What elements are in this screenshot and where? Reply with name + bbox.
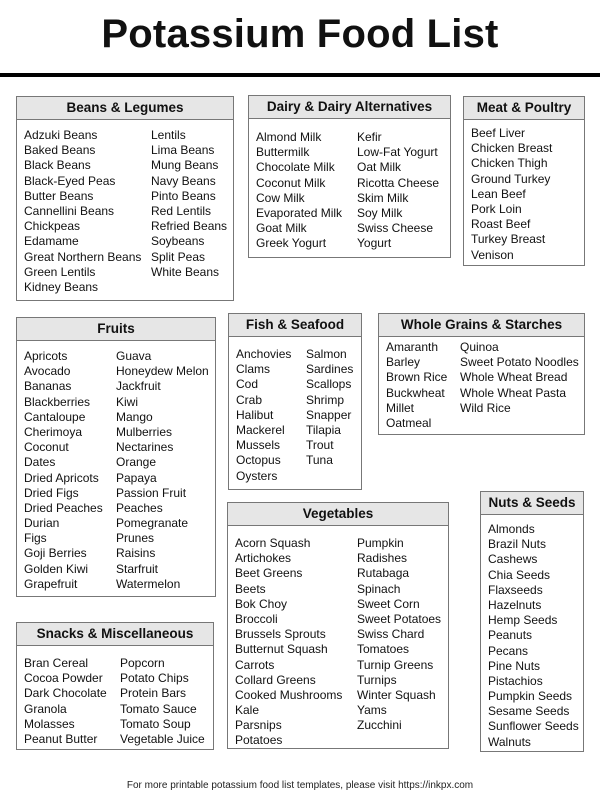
- food-item: Bok Choy: [235, 596, 288, 611]
- food-item: Dried Peaches: [24, 500, 103, 515]
- food-item: Bananas: [24, 379, 72, 394]
- food-item: Lentils: [151, 128, 186, 142]
- food-item: Walnuts: [488, 734, 531, 749]
- food-item: Acorn Squash: [235, 536, 311, 550]
- food-item: Tomatoes: [357, 642, 410, 657]
- food-item: Clams: [236, 362, 271, 377]
- food-item: Soybeans: [151, 234, 205, 249]
- food-item: Beef Liver: [471, 126, 526, 140]
- food-item: Black Beans: [24, 158, 91, 173]
- food-item: Pomegranate: [116, 516, 189, 531]
- food-item: Shrimp: [306, 392, 345, 407]
- food-item: Mackerel: [236, 422, 285, 437]
- food-item: Tomato Soup: [120, 716, 191, 731]
- food-item: Honeydew Melon: [116, 364, 209, 379]
- food-item: Golden Kiwi: [24, 561, 89, 576]
- food-item: Almond Milk: [256, 130, 322, 144]
- food-item: Whole Wheat Pasta: [460, 385, 567, 400]
- food-item: Blackberries: [24, 394, 91, 409]
- page-title: Potassium Food List: [101, 12, 499, 56]
- section-whole-grains: [378, 313, 585, 435]
- food-item: Refried Beans: [151, 219, 228, 234]
- food-item: Dried Apricots: [24, 470, 99, 485]
- food-item: Low-Fat Yogurt: [357, 145, 438, 160]
- food-item: Dried Figs: [24, 485, 79, 500]
- food-item: Starfruit: [116, 561, 159, 576]
- food-item: Halibut: [236, 407, 274, 422]
- food-item: Raisins: [116, 546, 156, 561]
- food-item: Pecans: [488, 643, 529, 658]
- section-title: Fish & Seafood: [229, 314, 361, 337]
- food-item: Pumpkin: [357, 536, 404, 550]
- food-item: White Beans: [151, 264, 220, 279]
- food-item: Flaxseeds: [488, 582, 543, 597]
- food-item: Ricotta Cheese: [357, 175, 440, 190]
- food-item: Turkey Breast: [471, 232, 546, 247]
- food-item: Sweet Corn: [357, 596, 420, 611]
- item-column: [471, 126, 552, 261]
- food-item: Hazelnuts: [488, 597, 542, 612]
- item-column: [357, 536, 441, 744]
- item-column: [488, 522, 579, 747]
- food-item: Lima Beans: [151, 143, 215, 158]
- item-column: [24, 128, 151, 296]
- food-item: Great Northern Beans: [24, 249, 142, 264]
- food-item: Chia Seeds: [488, 567, 551, 582]
- food-item: Passion Fruit: [116, 485, 187, 500]
- item-column: [151, 128, 227, 296]
- food-item: Green Lentils: [24, 264, 96, 279]
- food-item: Vegetable Juice: [120, 731, 205, 746]
- food-item: Almonds: [488, 522, 535, 536]
- section-fruits: [16, 317, 216, 597]
- food-item: Wild Rice: [460, 400, 511, 415]
- food-item: Scallops: [306, 377, 352, 392]
- food-item: Crab: [236, 392, 263, 407]
- food-item: Apricots: [24, 349, 68, 363]
- food-item: Chicken Thigh: [471, 156, 548, 171]
- food-item: Artichokes: [235, 551, 292, 566]
- food-item: Tilapia: [306, 422, 341, 437]
- footer-note: For more printable potassium food list templates, please visit https://inkpx.com: [126, 780, 474, 791]
- item-column: [24, 656, 120, 745]
- food-item: Anchovies: [236, 347, 292, 361]
- food-item: Sunflower Seeds: [488, 719, 579, 734]
- section-title: Nuts & Seeds: [481, 492, 583, 515]
- food-item: Millet: [386, 400, 415, 415]
- food-item: Swiss Cheese: [357, 221, 434, 236]
- food-item: Collard Greens: [235, 672, 316, 687]
- section-dairy: [248, 95, 451, 258]
- food-item: Oysters: [236, 468, 278, 483]
- food-item: Spinach: [357, 581, 401, 596]
- food-item: Venison: [471, 247, 514, 262]
- food-item: Hemp Seeds: [488, 613, 558, 628]
- food-item: Zucchini: [357, 718, 402, 733]
- food-item: Coconut: [24, 440, 69, 455]
- food-item: Evaporated Milk: [256, 205, 343, 220]
- food-item: Jackfruit: [116, 379, 161, 394]
- food-item: Broccoli: [235, 611, 278, 626]
- food-item: Brown Rice: [386, 370, 448, 385]
- food-item: Kale: [235, 703, 260, 718]
- food-item: Ground Turkey: [471, 171, 551, 186]
- food-item: Cherimoya: [24, 424, 83, 439]
- food-item: Brussels Sprouts: [235, 627, 326, 642]
- item-column: [357, 130, 439, 253]
- food-item: Mussels: [236, 438, 281, 453]
- food-item: Durian: [24, 516, 60, 531]
- section-title: Vegetables: [228, 503, 448, 526]
- food-item: Dark Chocolate: [24, 686, 107, 701]
- food-item: Cod: [236, 377, 259, 392]
- food-item: Figs: [24, 531, 47, 546]
- food-item: Chocolate Milk: [256, 160, 335, 175]
- food-item: Goji Berries: [24, 546, 87, 561]
- food-item: Butter Beans: [24, 188, 94, 203]
- food-item: Trout: [306, 438, 334, 453]
- food-item: Peaches: [116, 500, 163, 515]
- item-column: [256, 130, 357, 253]
- food-item: Goat Milk: [256, 221, 307, 236]
- food-item: Turnips: [357, 672, 397, 687]
- food-item: Split Peas: [151, 249, 206, 264]
- food-item: Kidney Beans: [24, 279, 99, 294]
- food-item: Yogurt: [357, 236, 392, 251]
- food-item: Peanuts: [488, 628, 533, 643]
- food-item: Chickpeas: [24, 219, 81, 234]
- food-item: Red Lentils: [151, 203, 212, 218]
- food-item: Prunes: [116, 531, 155, 546]
- section-vegetables: [227, 502, 449, 749]
- food-item: Edamame: [24, 234, 79, 249]
- food-item: Guava: [116, 349, 152, 363]
- food-item: Octopus: [236, 453, 281, 468]
- food-item: Winter Squash: [357, 687, 436, 702]
- food-item: Turnip Greens: [357, 657, 434, 672]
- food-item: Radishes: [357, 551, 408, 566]
- section-beans-legumes: [16, 96, 234, 301]
- item-column: [386, 340, 460, 430]
- food-item: Molasses: [24, 716, 75, 731]
- section-meat-poultry: [463, 96, 585, 266]
- food-item: Popcorn: [120, 656, 165, 670]
- food-item: Yams: [357, 703, 387, 718]
- food-item: Carrots: [235, 657, 275, 672]
- food-item: Salmon: [306, 347, 347, 361]
- food-item: Sesame Seeds: [488, 704, 570, 719]
- food-item: Protein Bars: [120, 686, 187, 701]
- food-item: Snapper: [306, 407, 352, 422]
- food-item: Pork Loin: [471, 201, 522, 216]
- section-title: Snacks & Miscellaneous: [17, 623, 213, 646]
- item-column: [116, 349, 209, 592]
- food-item: Rutabaga: [357, 566, 410, 581]
- food-item: Cooked Mushrooms: [235, 687, 343, 702]
- section-title: Whole Grains & Starches: [379, 314, 584, 337]
- food-item: Pine Nuts: [488, 658, 541, 673]
- food-item: Kiwi: [116, 394, 139, 409]
- food-item: Tomato Sauce: [120, 701, 197, 716]
- food-item: Coconut Milk: [256, 175, 326, 190]
- food-item: Orange: [116, 455, 157, 470]
- food-item: Sweet Potato Noodles: [460, 355, 579, 370]
- food-item: Cannellini Beans: [24, 203, 115, 218]
- item-column: [236, 347, 306, 485]
- food-item: Potatoes: [235, 733, 283, 748]
- food-item: Amaranth: [386, 340, 439, 354]
- section-nuts-seeds: [480, 491, 584, 752]
- food-item: Watermelon: [116, 576, 181, 591]
- food-item: Cow Milk: [256, 190, 305, 205]
- food-item: Avocado: [24, 364, 71, 379]
- food-item: Pistachios: [488, 673, 543, 688]
- food-item: Beet Greens: [235, 566, 303, 581]
- food-item: Pinto Beans: [151, 188, 216, 203]
- food-item: Sardines: [306, 362, 354, 377]
- food-item: Soy Milk: [357, 205, 403, 220]
- food-item: Pumpkin Seeds: [488, 689, 573, 704]
- food-item: Navy Beans: [151, 173, 216, 188]
- title-divider: [0, 73, 600, 77]
- food-item: Butternut Squash: [235, 642, 328, 657]
- food-item: Adzuki Beans: [24, 128, 98, 142]
- item-column: [460, 340, 579, 430]
- food-item: Baked Beans: [24, 143, 96, 158]
- section-title: Meat & Poultry: [464, 97, 584, 120]
- item-column: [306, 347, 353, 485]
- food-item: Tuna: [306, 453, 333, 468]
- food-item: Swiss Chard: [357, 627, 425, 642]
- food-item: Barley: [386, 355, 421, 370]
- section-snacks-misc: [16, 622, 214, 750]
- food-item: Cashews: [488, 552, 538, 567]
- food-item: Lean Beef: [471, 186, 526, 201]
- food-item: Whole Wheat Bread: [460, 370, 568, 385]
- food-item: Nectarines: [116, 440, 174, 455]
- section-title: Beans & Legumes: [17, 97, 233, 120]
- food-item: Beets: [235, 581, 266, 596]
- section-title: Fruits: [17, 318, 215, 341]
- item-column: [24, 349, 116, 592]
- section-title: Dairy & Dairy Alternatives: [249, 96, 450, 119]
- food-item: Greek Yogurt: [256, 236, 327, 251]
- food-item: Papaya: [116, 470, 157, 485]
- food-item: Potato Chips: [120, 671, 189, 686]
- food-item: Brazil Nuts: [488, 537, 547, 552]
- food-item: Cantaloupe: [24, 409, 86, 424]
- food-item: Kefir: [357, 130, 382, 144]
- food-item: Buttermilk: [256, 145, 310, 160]
- food-item: Peanut Butter: [24, 731, 98, 746]
- item-column: [120, 656, 205, 745]
- food-item: Oatmeal: [386, 415, 432, 430]
- food-item: Oat Milk: [357, 160, 402, 175]
- food-item: Roast Beef: [471, 217, 531, 232]
- food-item: Mango: [116, 409, 153, 424]
- food-item: Buckwheat: [386, 385, 445, 400]
- food-item: Grapefruit: [24, 576, 78, 591]
- food-item: Parsnips: [235, 718, 282, 733]
- food-item: Bran Cereal: [24, 656, 89, 670]
- food-item: Chicken Breast: [471, 141, 553, 156]
- food-item: Sweet Potatoes: [357, 611, 442, 626]
- food-item: Skim Milk: [357, 190, 409, 205]
- item-column: [235, 536, 357, 748]
- food-item: Dates: [24, 455, 56, 470]
- food-item: Mung Beans: [151, 158, 219, 173]
- food-item: Black-Eyed Peas: [24, 173, 116, 188]
- food-item: Mulberries: [116, 424, 173, 439]
- food-item: Quinoa: [460, 340, 499, 354]
- section-fish-seafood: [228, 313, 362, 490]
- food-item: Granola: [24, 701, 67, 716]
- food-item: Cocoa Powder: [24, 671, 103, 686]
